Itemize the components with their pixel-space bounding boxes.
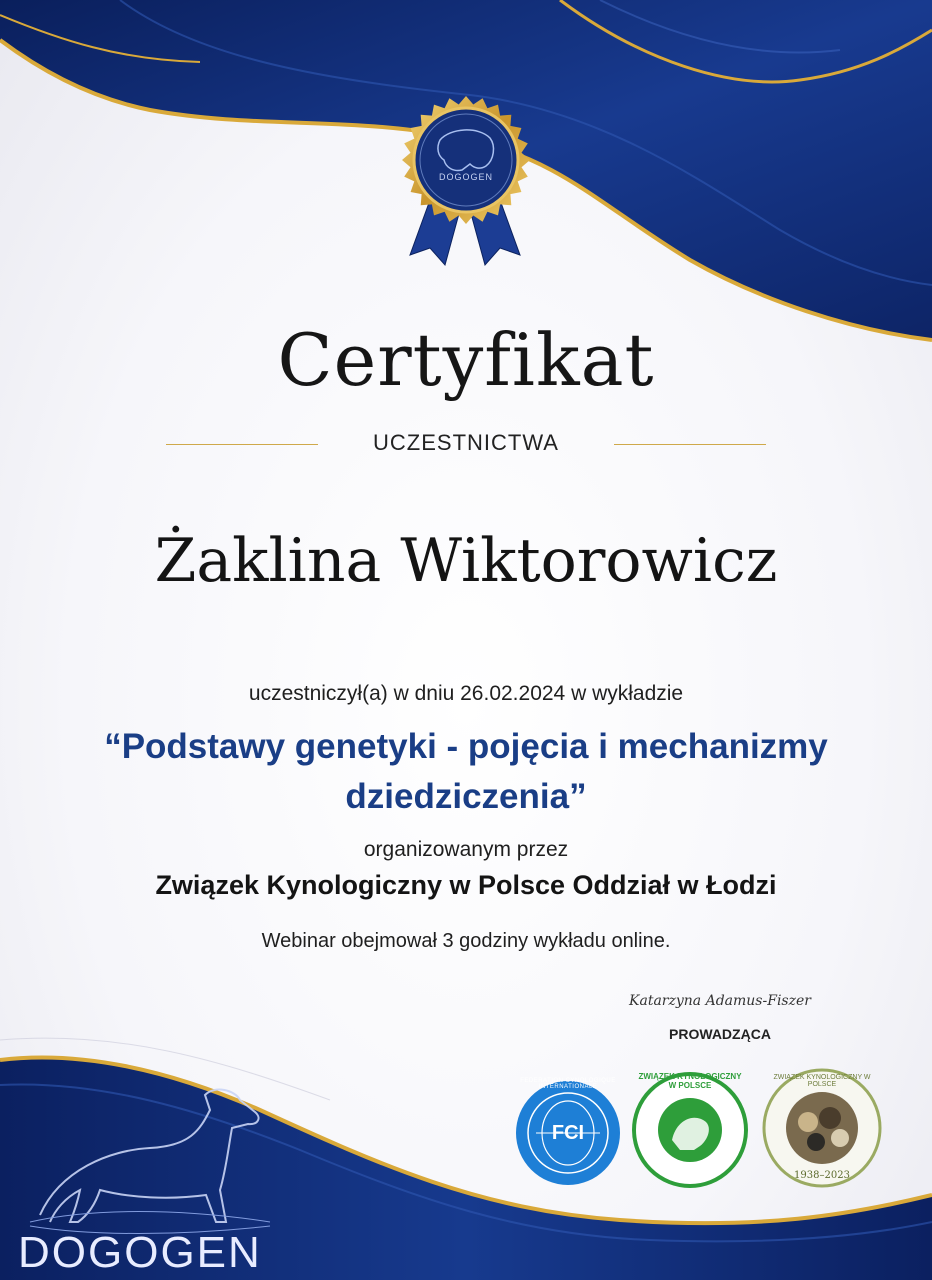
lecture-title [40,722,892,822]
gold-rule-right [614,444,766,445]
recipient-name: Żaklina Wiktorowicz [154,526,778,596]
zkwp-anniversary-years: 1938–2023 [794,1170,850,1181]
organized-by-text: organizowanym przez [363,838,569,861]
lecture-title-line2: dziedziczenia” [345,777,587,816]
seal-badge [402,96,530,224]
signature-role: PROWADZĄCA [669,1026,771,1042]
organizer-name: Związek Kynologiczny w Polsce Oddział w Łodzi [155,870,777,900]
seal-label: DOGOGEN [438,172,493,182]
lecture-title-line1: “Podstawy genetyki - pojęcia i mechanizmy [104,727,828,766]
zkwp-anniversary-ring-text: ZWIĄZEK KYNOLOGICZNY W POLSCE [773,1074,871,1088]
participation-text: uczestniczył(a) w dniu 26.02.2024 w wykładzie [248,682,684,705]
certificate-title: Certyfikat [277,318,655,402]
fci-logo-text: FCI [551,1122,585,1144]
fci-logo-ring-text: FEDERATION CYNOLOGIQUE INTERNATIONALE [520,1078,616,1090]
duration-text: Webinar obejmował 3 godziny wykładu online. [261,930,671,952]
footer-brand-name: DOGOGEN [18,1228,262,1277]
zkwp-green-ring-text: ZWIĄZEK KYNOLOGICZNY W POLSCE [638,1072,742,1090]
signature: Katarzyna Adamus-Fiszer [629,993,811,1009]
certificate-subtitle: UCZESTNICTWA [373,430,559,455]
zkwp-green-logo [634,1074,746,1186]
